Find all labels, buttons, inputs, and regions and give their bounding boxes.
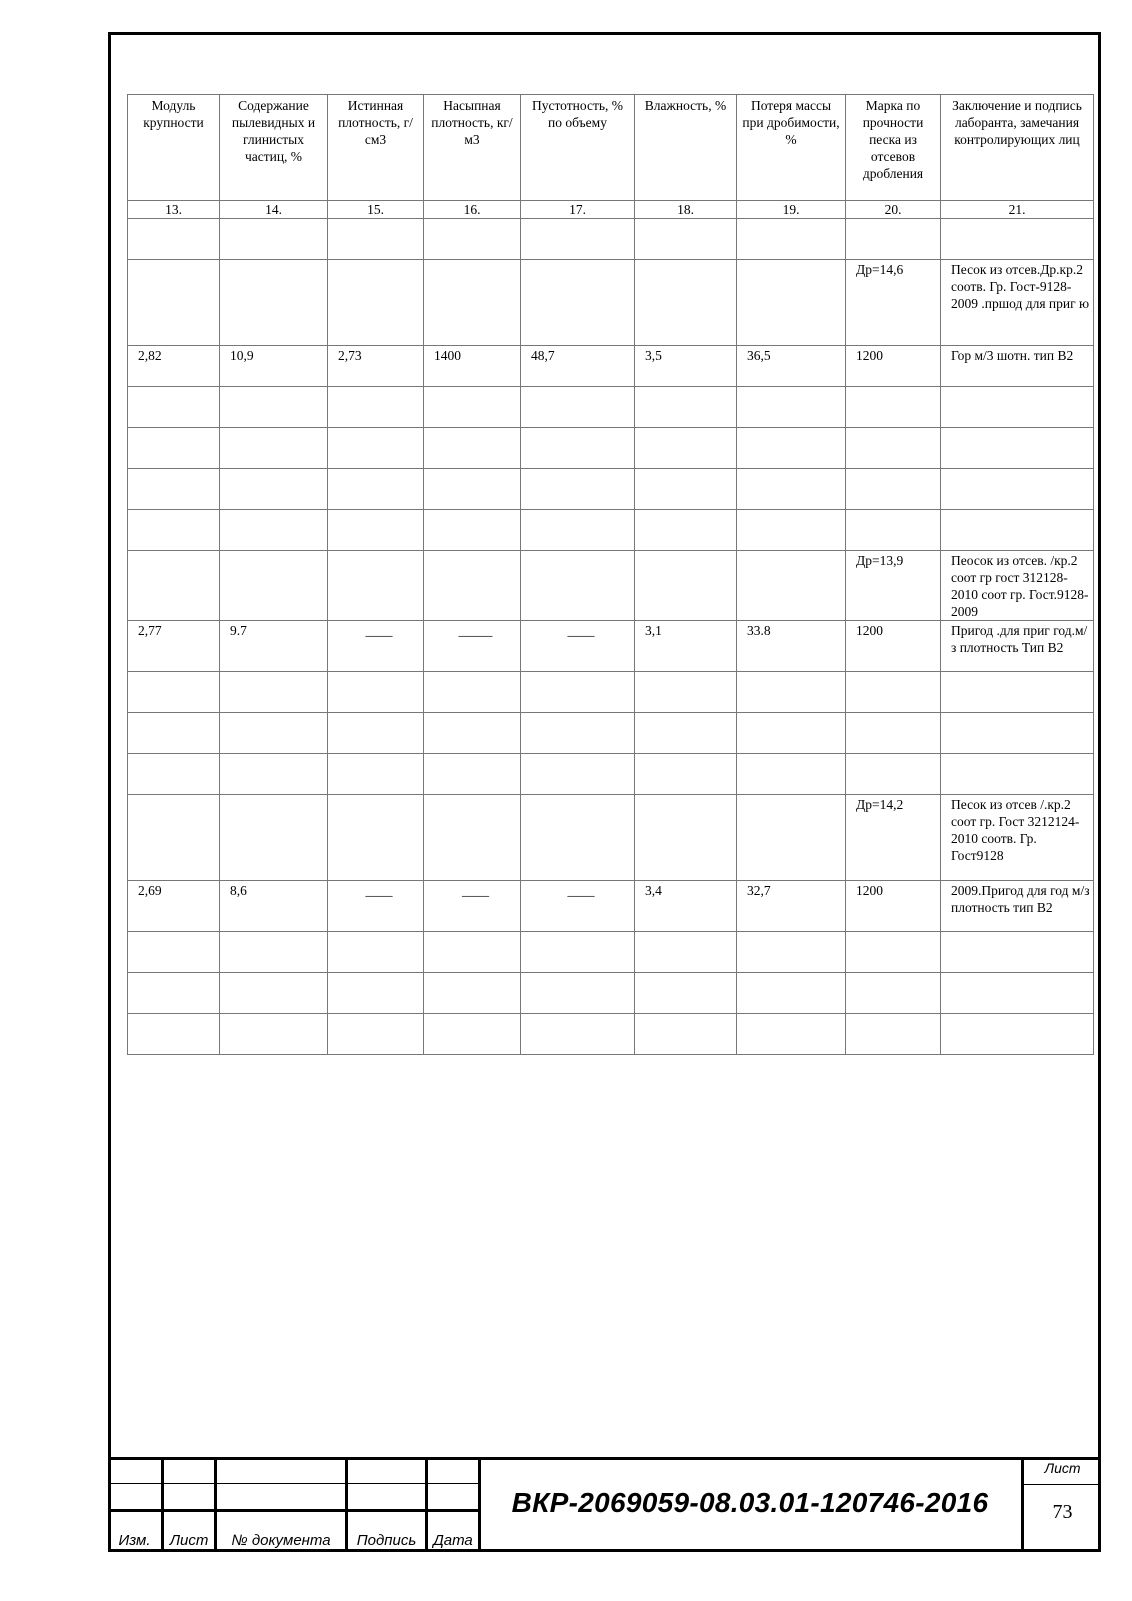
table-cell: [128, 387, 220, 428]
table-cell: Др=13,9: [846, 551, 941, 621]
table-cell: [521, 672, 635, 713]
table-cell: [521, 932, 635, 973]
table-row: [128, 713, 1094, 754]
table-cell: [220, 551, 328, 621]
table-cell: 10,9: [220, 346, 328, 387]
table-row: [128, 881, 1094, 932]
table-cell: [635, 932, 737, 973]
table-cell: ____: [328, 881, 424, 932]
column-header: Потеря массы при дробимости, %: [737, 95, 846, 201]
table-cell: [846, 973, 941, 1014]
sheet-label: Лист: [1044, 1460, 1081, 1476]
column-number: 17.: [521, 201, 635, 219]
table-cell: 2,77: [128, 621, 220, 672]
table-cell: [328, 510, 424, 551]
table-cell: [220, 1014, 328, 1055]
column-number: 14.: [220, 201, 328, 219]
column-number: 16.: [424, 201, 521, 219]
column-header: Пустотность, % по объему: [521, 95, 635, 201]
table-row: [128, 672, 1094, 713]
table-row: [128, 260, 1094, 346]
table-cell: 3,5: [635, 346, 737, 387]
column-header: Заключение и подпись лаборанта, замечания контролирующих лиц: [941, 95, 1094, 201]
table-cell: [635, 672, 737, 713]
table-cell: [521, 754, 635, 795]
table-cell: Др=14,2: [846, 795, 941, 881]
table-row: [128, 469, 1094, 510]
table-row: [128, 551, 1094, 621]
column-number-row: [128, 201, 1094, 219]
column-header: Содержание пылевидных и глинистых частиц, %: [220, 95, 328, 201]
table-cell: 2,73: [328, 346, 424, 387]
table-row: [128, 510, 1094, 551]
table-cell: [220, 428, 328, 469]
table-cell: [635, 1014, 737, 1055]
table-cell: [941, 973, 1094, 1014]
header-row: [128, 95, 1094, 201]
table-cell: [424, 260, 521, 346]
table-cell: [220, 469, 328, 510]
table-cell: [521, 713, 635, 754]
table-cell: [941, 219, 1094, 260]
table-cell: [846, 754, 941, 795]
table-cell: [128, 1014, 220, 1055]
table-cell: [941, 387, 1094, 428]
table-cell: [846, 219, 941, 260]
table-cell: [846, 510, 941, 551]
table-cell: [128, 510, 220, 551]
table-cell: [635, 260, 737, 346]
table-cell: [128, 469, 220, 510]
table-cell: [635, 795, 737, 881]
table-cell: [424, 219, 521, 260]
table-cell: [521, 795, 635, 881]
table-cell: [128, 260, 220, 346]
table-cell: [424, 672, 521, 713]
column-number: 19.: [737, 201, 846, 219]
table-cell: 2,82: [128, 346, 220, 387]
table-cell: [128, 219, 220, 260]
table-cell: [521, 260, 635, 346]
table-cell: 8,6: [220, 881, 328, 932]
table-cell: Гор м/3 шотн. тип В2: [941, 346, 1094, 387]
table-cell: [424, 510, 521, 551]
table-cell: [521, 1014, 635, 1055]
table-cell: [328, 1014, 424, 1055]
table-cell: [128, 754, 220, 795]
table-cell: [220, 932, 328, 973]
table-cell: [737, 551, 846, 621]
table-cell: [521, 551, 635, 621]
table-cell: [635, 428, 737, 469]
table-cell: [328, 428, 424, 469]
table-cell: [220, 713, 328, 754]
table-cell: [737, 510, 846, 551]
table-cell: [737, 973, 846, 1014]
table-cell: [737, 387, 846, 428]
table-row: [128, 219, 1094, 260]
table-cell: [424, 795, 521, 881]
table-cell: [737, 428, 846, 469]
lab-results-table: [127, 94, 1094, 1055]
table-cell: 48,7: [521, 346, 635, 387]
table-cell: [846, 428, 941, 469]
table-cell: 1200: [846, 881, 941, 932]
table-cell: [424, 754, 521, 795]
table-cell: [328, 672, 424, 713]
table-cell: [737, 260, 846, 346]
column-number: 21.: [941, 201, 1094, 219]
table-cell: [424, 428, 521, 469]
table-cell: 36,5: [737, 346, 846, 387]
table-cell: [737, 754, 846, 795]
table-cell: Пригод .для приг год.м/з плотность Тип В2: [941, 621, 1094, 672]
table-cell: [521, 219, 635, 260]
table-cell: [846, 672, 941, 713]
table-cell: [128, 428, 220, 469]
table-cell: [220, 973, 328, 1014]
table-cell: [635, 973, 737, 1014]
table-row: [128, 1014, 1094, 1055]
table-cell: [941, 754, 1094, 795]
table-cell: [737, 932, 846, 973]
table-cell: 2009.Пригод для год м/з плотность тип В2: [941, 881, 1094, 932]
table-cell: [220, 387, 328, 428]
table-cell: [846, 387, 941, 428]
table-cell: [635, 754, 737, 795]
table-cell: [737, 1014, 846, 1055]
table-cell: [220, 219, 328, 260]
table-cell: Песок из отсев /.кр.2 соот гр. Гост 3212124-2010 соотв. Гр. Гост9128: [941, 795, 1094, 881]
table-cell: [846, 932, 941, 973]
table-cell: Др=14,6: [846, 260, 941, 346]
table-cell: 1200: [846, 621, 941, 672]
table-cell: 9.7: [220, 621, 328, 672]
column-header: Модуль крупности: [128, 95, 220, 201]
table-cell: [424, 1014, 521, 1055]
table-cell: [737, 795, 846, 881]
label-list: Лист: [169, 1532, 209, 1549]
table-cell: [737, 469, 846, 510]
table-cell: [424, 387, 521, 428]
table-cell: [328, 469, 424, 510]
table-cell: [128, 713, 220, 754]
table-cell: 3,1: [635, 621, 737, 672]
table-cell: [737, 672, 846, 713]
table-cell: [424, 973, 521, 1014]
table-cell: [635, 551, 737, 621]
table-cell: 1400: [424, 346, 521, 387]
table-row: [128, 346, 1094, 387]
table-cell: [635, 387, 737, 428]
table-row: [128, 621, 1094, 672]
table-cell: [328, 932, 424, 973]
table-cell: [846, 1014, 941, 1055]
column-header: Влажность, %: [635, 95, 737, 201]
document-code: ВКР-2069059-08.03.01-120746-2016: [511, 1487, 989, 1518]
table-cell: [635, 713, 737, 754]
table-cell: [328, 219, 424, 260]
table-cell: [128, 932, 220, 973]
table-cell: [635, 219, 737, 260]
label-signature: Подпись: [356, 1532, 417, 1549]
table-row: [128, 973, 1094, 1014]
label-izm: Изм.: [118, 1532, 151, 1549]
table-cell: 1200: [846, 346, 941, 387]
table-cell: [220, 795, 328, 881]
table-cell: [737, 713, 846, 754]
table-cell: [328, 387, 424, 428]
table-cell: [737, 219, 846, 260]
table-cell: Песок из отсев.Др.кр.2 соотв. Гр. Гост-9128-2009 .пршод для приг ю: [941, 260, 1094, 346]
table-cell: [941, 510, 1094, 551]
table-cell: [521, 469, 635, 510]
column-header: Истинная плотность, г/см3: [328, 95, 424, 201]
table-row: [128, 754, 1094, 795]
column-number: 18.: [635, 201, 737, 219]
table-cell: [128, 795, 220, 881]
table-row: [128, 387, 1094, 428]
table-cell: ____: [328, 621, 424, 672]
table-cell: [941, 428, 1094, 469]
table-cell: 3,4: [635, 881, 737, 932]
table-cell: [941, 1014, 1094, 1055]
table-cell: [521, 428, 635, 469]
table-row: [128, 932, 1094, 973]
column-number: 13.: [128, 201, 220, 219]
table-row: [128, 428, 1094, 469]
table-cell: [846, 713, 941, 754]
column-header: Марка по прочности песка из отсевов дробления: [846, 95, 941, 201]
table-cell: [328, 754, 424, 795]
label-doc-number: № документа: [231, 1532, 331, 1549]
table-cell: [424, 932, 521, 973]
table-cell: [328, 795, 424, 881]
title-block: [108, 1457, 1101, 1552]
table-cell: [220, 672, 328, 713]
table-cell: [128, 973, 220, 1014]
table-cell: ____: [424, 881, 521, 932]
table-cell: [328, 973, 424, 1014]
table-cell: [941, 672, 1094, 713]
table-cell: [328, 551, 424, 621]
table-cell: [941, 713, 1094, 754]
table-cell: [424, 713, 521, 754]
table-cell: [424, 551, 521, 621]
table-cell: [941, 932, 1094, 973]
table-cell: [328, 260, 424, 346]
table-cell: [521, 387, 635, 428]
column-header: Насыпная плотность, кг/м3: [424, 95, 521, 201]
table-cell: [521, 510, 635, 551]
table-cell: [846, 469, 941, 510]
table-row: [128, 795, 1094, 881]
table-cell: ____: [521, 621, 635, 672]
table-cell: Пеосок из отсев. /кр.2 соот гр гост 312128-2010 соот гр. Гост.9128-2009: [941, 551, 1094, 621]
table-cell: [128, 551, 220, 621]
table-cell: [941, 469, 1094, 510]
table-cell: [220, 510, 328, 551]
table-cell: [220, 260, 328, 346]
table-cell: [328, 713, 424, 754]
table-cell: [424, 469, 521, 510]
table-cell: 33.8: [737, 621, 846, 672]
table-cell: [220, 754, 328, 795]
table-cell: _____: [424, 621, 521, 672]
table-cell: 32,7: [737, 881, 846, 932]
table-cell: [635, 510, 737, 551]
table-cell: 2,69: [128, 881, 220, 932]
column-number: 15.: [328, 201, 424, 219]
table-cell: [128, 672, 220, 713]
table-cell: [635, 469, 737, 510]
label-date: Дата: [433, 1532, 473, 1549]
column-number: 20.: [846, 201, 941, 219]
table-cell: [521, 973, 635, 1014]
table-cell: ____: [521, 881, 635, 932]
sheet-number: 73: [1052, 1501, 1073, 1523]
